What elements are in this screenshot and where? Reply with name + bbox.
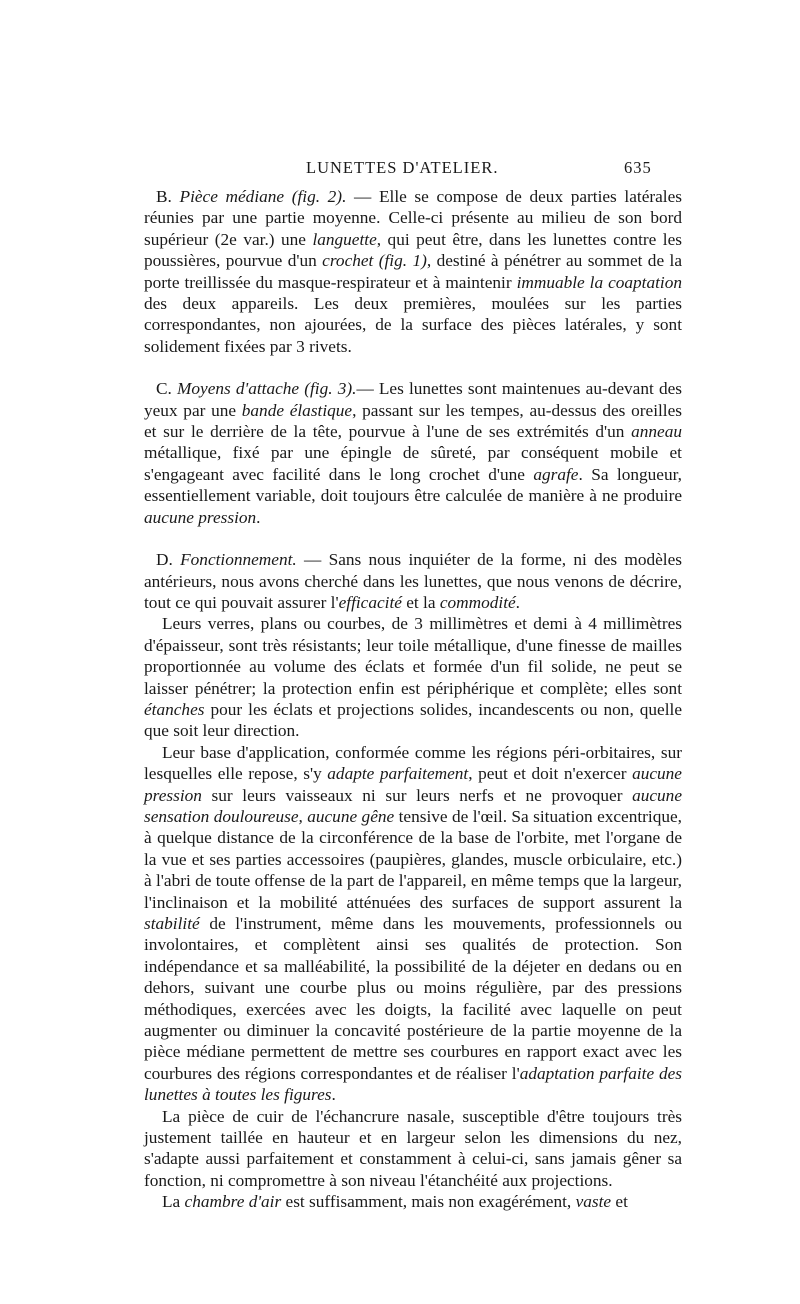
emphasis: aucune pression [144,764,682,805]
emphasis: aucune pression [144,507,257,527]
section-c [144,378,682,528]
emphasis: stabilité [144,914,200,933]
section-b-text: , qui peut être, dans les lunettes contre les poussières, pourvue d'un [144,229,682,271]
emphasis: anneau [631,422,682,442]
paragraph-verres [144,613,682,741]
section-d-text: . [515,592,520,612]
section-d-label: D. [156,550,173,570]
section-c-text: — Les lunettes sont maintenues au-devant des yeux par une [144,379,682,420]
section-c-text: . [256,507,261,527]
emphasis: languette [312,229,377,249]
section-b-text: , destiné à pénétrer au sommet de la porte treillissée du masque-respirateur et à maintenir [144,251,682,292]
paragraph-text: tensive de l'œil. Sa situation excentrique, à quelque distance de la circonférence de la base de l'orbite, met l'organe de la vue et ses parties accessoires (paupières, glandes, muscle orbiculaire, etc.) à l'abri de toute offense de la part de l'appareil, en même temps que la largeur, l'inclinaison et la mobilité atténuées des surfaces de support assurent la [144,806,682,912]
paragraph-text: Leurs verres, plans ou courbes, de 3 millimètres et demi à 4 millimètres d'épaisseur, sont très résistants; leur toile métallique, d'une finesse de mailles proportionnée au volume des éclats et formée d'un fil solide, ne peut se laisser pénétrer; la protection enfin est périphérique et complète; elles sont [144,614,682,698]
paragraph-text: Leur base d'application, conformée comme les régions péri-orbitaires, sur lesquelles elle repose, s'y [144,742,682,784]
paragraph-cuir: La pièce de cuir de l'échancrure nasale, susceptible d'être toujours très justement taillée en hauteur et en largeur selon les dimensions du nez, s'adapte aussi parfaitement et constamment à celui-ci, sans jamais gêner sa fonction, ni compromettre à son niveau l'étanchéité aux projections. [144,1106,682,1190]
emphasis: immuable la coaptation [516,272,683,292]
paragraph-text: sur leurs vaisseaux ni sur leurs nerfs et ne provoquer [201,785,633,805]
emphasis: aucune sensation douloureuse, aucune gêne [144,785,682,826]
section-c-text: . Sa longueur, essentiellement variable, doit toujours être calculée de manière à ne produire [144,464,682,506]
emphasis: commodité [439,592,516,612]
emphasis: étanches [144,699,205,719]
section-d-heading: Fonctionnement. [180,550,297,570]
paragraph-base [144,742,682,1106]
paragraph-text: est suffisamment, mais non exagérément, [281,1192,576,1212]
section-d-text: — Sans nous inquiéter de la forme, ni des modèles antérieurs, nous avons cherché dans les lunettes, que nous venons de décrire, tout ce qui pouvait assurer l' [144,550,682,612]
section-b-heading: Pièce médiane (fig. 2). [179,187,347,206]
paragraph-text: . [331,1085,336,1105]
section-c-text: métallique, fixé par une épingle de sûreté, par conséquent mobile et s'engageant avec facilité dans le long crochet d'une [144,443,682,484]
paragraph-text: de l'instrument, même dans les mouvements, professionnels ou involontaires, et complètent ainsi ses qualités de protection. Son indépendance et sa malléabilité, la possibilité de la déjeter en dedans ou en dehors, suivant une courbe plus ou moins régulière, par des pressions méthodiques, exercées avec les doigts, la facilité avec laquelle on peut augmenter ou diminuer la concavité postérieure de la partie moyenne de la pièce médiane permettent de mettre ses courbures en rapport exact avec les courbures des régions correspondantes et de réaliser l' [144,914,682,1083]
running-title: LUNETTES D'ATELIER. [306,158,499,177]
section-b [144,186,682,357]
emphasis: adapte parfaitement [327,764,469,784]
paragraph-text: La [162,1192,185,1212]
section-b-label: B. [156,187,172,206]
page-number: 635 [624,158,652,177]
emphasis: vaste [575,1192,612,1212]
section-d [144,549,682,613]
emphasis: crochet (fig. 1) [322,251,427,271]
section-c-text: , passant sur les tempes, au-dessus des oreilles et sur le derrière de la tête, pourvue à l'une de ses extrémités d'un [144,400,682,442]
paragraph-text: pour les éclats et projections solides, incandescents ou non, quelle que soit leur direction. [144,699,682,741]
section-c-label: C. [156,379,172,399]
emphasis: chambre d'air [184,1192,282,1212]
section-c-heading: Moyens d'attache (fig. 3). [177,379,357,399]
emphasis: bande élastique [241,400,353,420]
emphasis: agrafe [533,464,579,484]
paragraph-text: et [611,1192,628,1212]
emphasis: adaptation parfaite des lunettes à toutes les figures [144,1063,682,1105]
paragraph-chambre [144,1191,682,1212]
running-header [0,158,800,182]
paragraph-text: , peut et doit n'exercer [468,764,633,784]
emphasis: efficacité [338,592,402,612]
text-body [144,186,682,1213]
section-d-text: et la [401,592,440,612]
section-b-text: — Elle se compose de deux parties latérales réunies par une partie moyenne. Celle-ci présente au milieu de son bord supérieur (2e var.) une [144,187,682,249]
section-b-text: des deux appareils. Les deux premières, moulées sur les parties correspondantes, non ajourées, de la surface des pièces latérales, y sont solidement fixées par 3 rivets. [144,294,682,356]
